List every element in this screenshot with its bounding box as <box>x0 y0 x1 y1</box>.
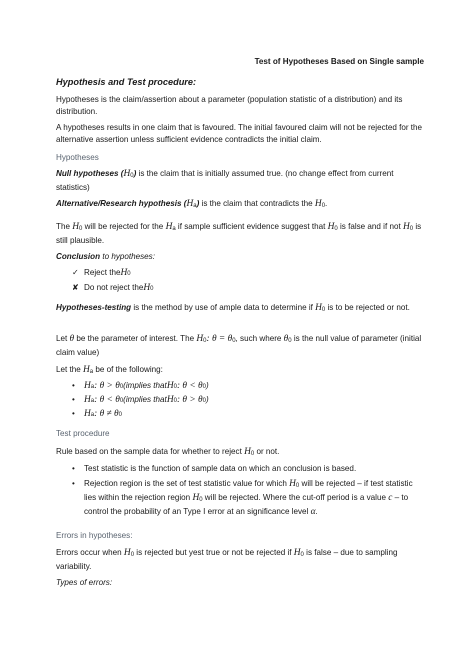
symbol-h: H <box>196 334 204 344</box>
bullet-icon: • <box>72 395 75 404</box>
list-item-text: Reject the <box>84 268 121 277</box>
bullet-text: . <box>315 507 318 516</box>
symbol-sub: 0 <box>409 226 414 232</box>
list-item <box>72 394 440 407</box>
bullet-text: will be rejected – if test statistic lies within the rejection region <box>84 479 413 502</box>
symbol-h: H <box>293 548 301 558</box>
rule-text: will be rejected for the <box>82 222 166 231</box>
symbol-sub: a <box>172 226 176 232</box>
types-heading-text: Types of errors: <box>56 578 113 587</box>
section-heading-text: Hypothesis and Test procedure: <box>56 77 197 87</box>
errors-text: is false – due to sampling variability. <box>56 548 398 571</box>
list-item <box>72 463 424 475</box>
param-text: be the parameter of interest. The <box>74 334 197 343</box>
cross-icon: ✘ <box>72 283 79 292</box>
errors-heading-text: Errors in hypotheses: <box>56 531 133 540</box>
conclusion-term: Conclusion <box>56 252 101 261</box>
symbol-h: H <box>84 395 91 405</box>
list-item-text <box>84 478 424 518</box>
symbol-h: H <box>315 303 322 313</box>
symbol-sub: 0 <box>130 552 135 558</box>
rule-text: if sample sufficient evidence suggest that <box>175 222 328 231</box>
implies-note: (implies that <box>123 381 167 390</box>
let-ha-paragraph <box>56 364 424 378</box>
symbol-h: H <box>123 548 131 558</box>
symbol-h: H <box>72 222 79 232</box>
hypotheses-heading <box>56 152 424 164</box>
param-equation: : θ = θ <box>206 334 233 344</box>
symbol-sub: 0 <box>232 338 236 344</box>
symbol-h: H <box>192 493 200 503</box>
symbol-h: H <box>120 268 128 278</box>
symbol-sub: 0 <box>119 398 124 404</box>
null-text: is the claim that is initially assumed true. (no change effect from current statistics) <box>56 169 394 192</box>
check-icon: ✓ <box>72 268 79 277</box>
test-heading-text: Test procedure <box>56 429 110 438</box>
testing-text: is the method by use of ample data to determine if <box>131 303 316 312</box>
symbol-sub: 0 <box>199 497 203 503</box>
errors-text: is rejected but yest true or not be rejected if <box>134 548 294 557</box>
paragraph-text: A hypotheses results in one claim that is favoured. The initial favoured claim will not be rejected for the alternative assertion unless sufficient evidence contradicts the initial claim. <box>56 123 423 144</box>
alt-text: is the claim that contradicts the <box>199 199 315 208</box>
conclusion-heading <box>56 251 424 263</box>
relation: : θ ≠ θ <box>94 409 119 419</box>
errors-text: Errors occur when <box>56 548 124 557</box>
symbol-sub: 0 <box>150 286 154 292</box>
hypotheses-heading-text: Hypotheses <box>56 153 99 162</box>
section-heading <box>56 76 424 88</box>
list-item-text: Test statistic is the function of sample data on which an conclusion is based. <box>84 464 357 473</box>
bullet-text: – to control the probability of an Type I error at an significance level <box>84 493 409 516</box>
symbol-h: H <box>165 222 173 232</box>
symbol-sub: 0 <box>334 226 338 232</box>
rule-text: The <box>56 222 73 231</box>
symbol-sub: 0 <box>321 203 326 209</box>
param-text: , such where <box>235 334 284 343</box>
symbol-h: H <box>327 222 335 232</box>
list-item <box>72 267 440 280</box>
null-term: Null hypotheses ( <box>56 169 124 178</box>
symbol-h: H <box>289 479 296 489</box>
symbol-h: H <box>402 222 410 232</box>
bullet-text: Rejection region is the set of test statistic value for which <box>84 479 290 488</box>
paragraph-hypotheses-definition <box>56 94 424 118</box>
hypotheses-testing-definition <box>56 302 424 316</box>
bullet-icon: • <box>72 409 75 418</box>
symbol-h: H <box>84 381 91 391</box>
symbol-sub: a <box>90 412 95 418</box>
symbol-sub: 0 <box>203 338 207 344</box>
list-item-text: Do not reject the <box>84 283 144 292</box>
symbol-sub: 0 <box>173 398 177 404</box>
list-item <box>72 380 440 393</box>
implies-close: ) <box>205 395 209 404</box>
errors-heading <box>56 530 424 542</box>
alternatives-list <box>72 380 440 421</box>
symbol-theta: θ <box>283 334 289 344</box>
param-text: is the null value of parameter (initial claim value) <box>56 334 422 357</box>
types-of-errors-heading <box>56 577 424 589</box>
let-text: be of the following: <box>93 365 163 374</box>
bullet-text: will be rejected. Where the cut-off period is a value <box>202 493 389 502</box>
bullet-icon: • <box>72 381 75 390</box>
test-rule-text: Rule based on the sample data for whether to reject <box>56 447 245 456</box>
relation: : θ < θ <box>94 395 120 405</box>
bullet-icon: • <box>72 464 75 473</box>
parameter-paragraph <box>56 333 424 359</box>
symbol-h: H <box>166 395 174 405</box>
relation: : θ < θ <box>176 381 203 391</box>
alt-term-close: ) <box>196 199 200 208</box>
list-item <box>72 478 424 518</box>
test-procedure-heading <box>56 428 424 440</box>
symbol-sub: a <box>193 203 197 209</box>
symbol-h: H <box>166 381 174 391</box>
symbol-sub: 0 <box>300 552 304 558</box>
conclusion-suffix: to hypotheses: <box>100 252 155 261</box>
symbol-h: H <box>186 199 194 209</box>
rejection-rule-paragraph <box>56 221 424 247</box>
symbol-h: H <box>244 447 251 457</box>
symbol-h: H <box>314 199 322 209</box>
symbol-sub: 0 <box>127 271 131 277</box>
symbol-h: H <box>83 365 90 375</box>
alt-end: . <box>325 199 328 208</box>
null-term-close: ) <box>133 169 137 178</box>
symbol-sub: 0 <box>118 412 122 418</box>
symbol-sub: 0 <box>173 384 177 390</box>
testing-term: Hypotheses-testing <box>56 303 132 312</box>
symbol-theta: θ <box>69 334 75 344</box>
symbol-sub: 0 <box>250 451 255 457</box>
alt-term: Alternative/Research hypothesis ( <box>56 199 187 208</box>
rule-text: is false and if not <box>337 222 403 231</box>
symbol-h: H <box>143 283 151 293</box>
list-item <box>72 408 440 421</box>
test-rule-text: or not. <box>254 447 280 456</box>
test-rule-paragraph <box>56 446 424 460</box>
let-text: Let the <box>56 365 84 374</box>
symbol-sub: 0 <box>321 307 326 313</box>
symbol-sub: 0 <box>295 483 300 489</box>
symbol-sub: a <box>89 369 94 375</box>
symbol-sub: 0 <box>288 338 292 344</box>
test-procedure-list <box>72 463 424 518</box>
symbol-alpha: α <box>310 507 316 517</box>
symbol-sub: 0 <box>202 384 206 390</box>
symbol-sub: 0 <box>119 384 124 390</box>
rule-text: is still plausible. <box>56 222 422 245</box>
document-title: Test of Hypotheses Based on Single sample <box>254 57 424 66</box>
symbol-sub: a <box>90 384 95 390</box>
implies-note: (implies that <box>123 395 167 404</box>
paragraph-text: Hypotheses is the claim/assertion about a parameter (population statistic of a distribution) and its distribution. <box>56 95 403 116</box>
list-item <box>72 282 440 295</box>
relation: : θ > θ <box>176 395 203 405</box>
symbol-sub: 0 <box>78 226 83 232</box>
bullet-icon: • <box>72 479 75 488</box>
implies-close: ) <box>205 381 209 390</box>
symbol-h: H <box>84 409 91 419</box>
errors-paragraph <box>56 547 424 573</box>
symbol-sub: 0 <box>202 398 206 404</box>
alternative-hypothesis-definition <box>56 198 424 212</box>
symbol-sub: a <box>90 398 95 404</box>
relation: : θ > θ <box>94 381 120 391</box>
paragraph-favoured-claim <box>56 122 424 146</box>
symbol-h: H <box>123 169 131 179</box>
symbol-sub: 0 <box>130 173 134 179</box>
null-hypothesis-definition <box>56 168 424 194</box>
conclusion-list <box>72 267 440 295</box>
param-text: Let <box>56 334 70 343</box>
symbol-c: c <box>388 493 393 503</box>
testing-text: is to be rejected or not. <box>325 303 410 312</box>
